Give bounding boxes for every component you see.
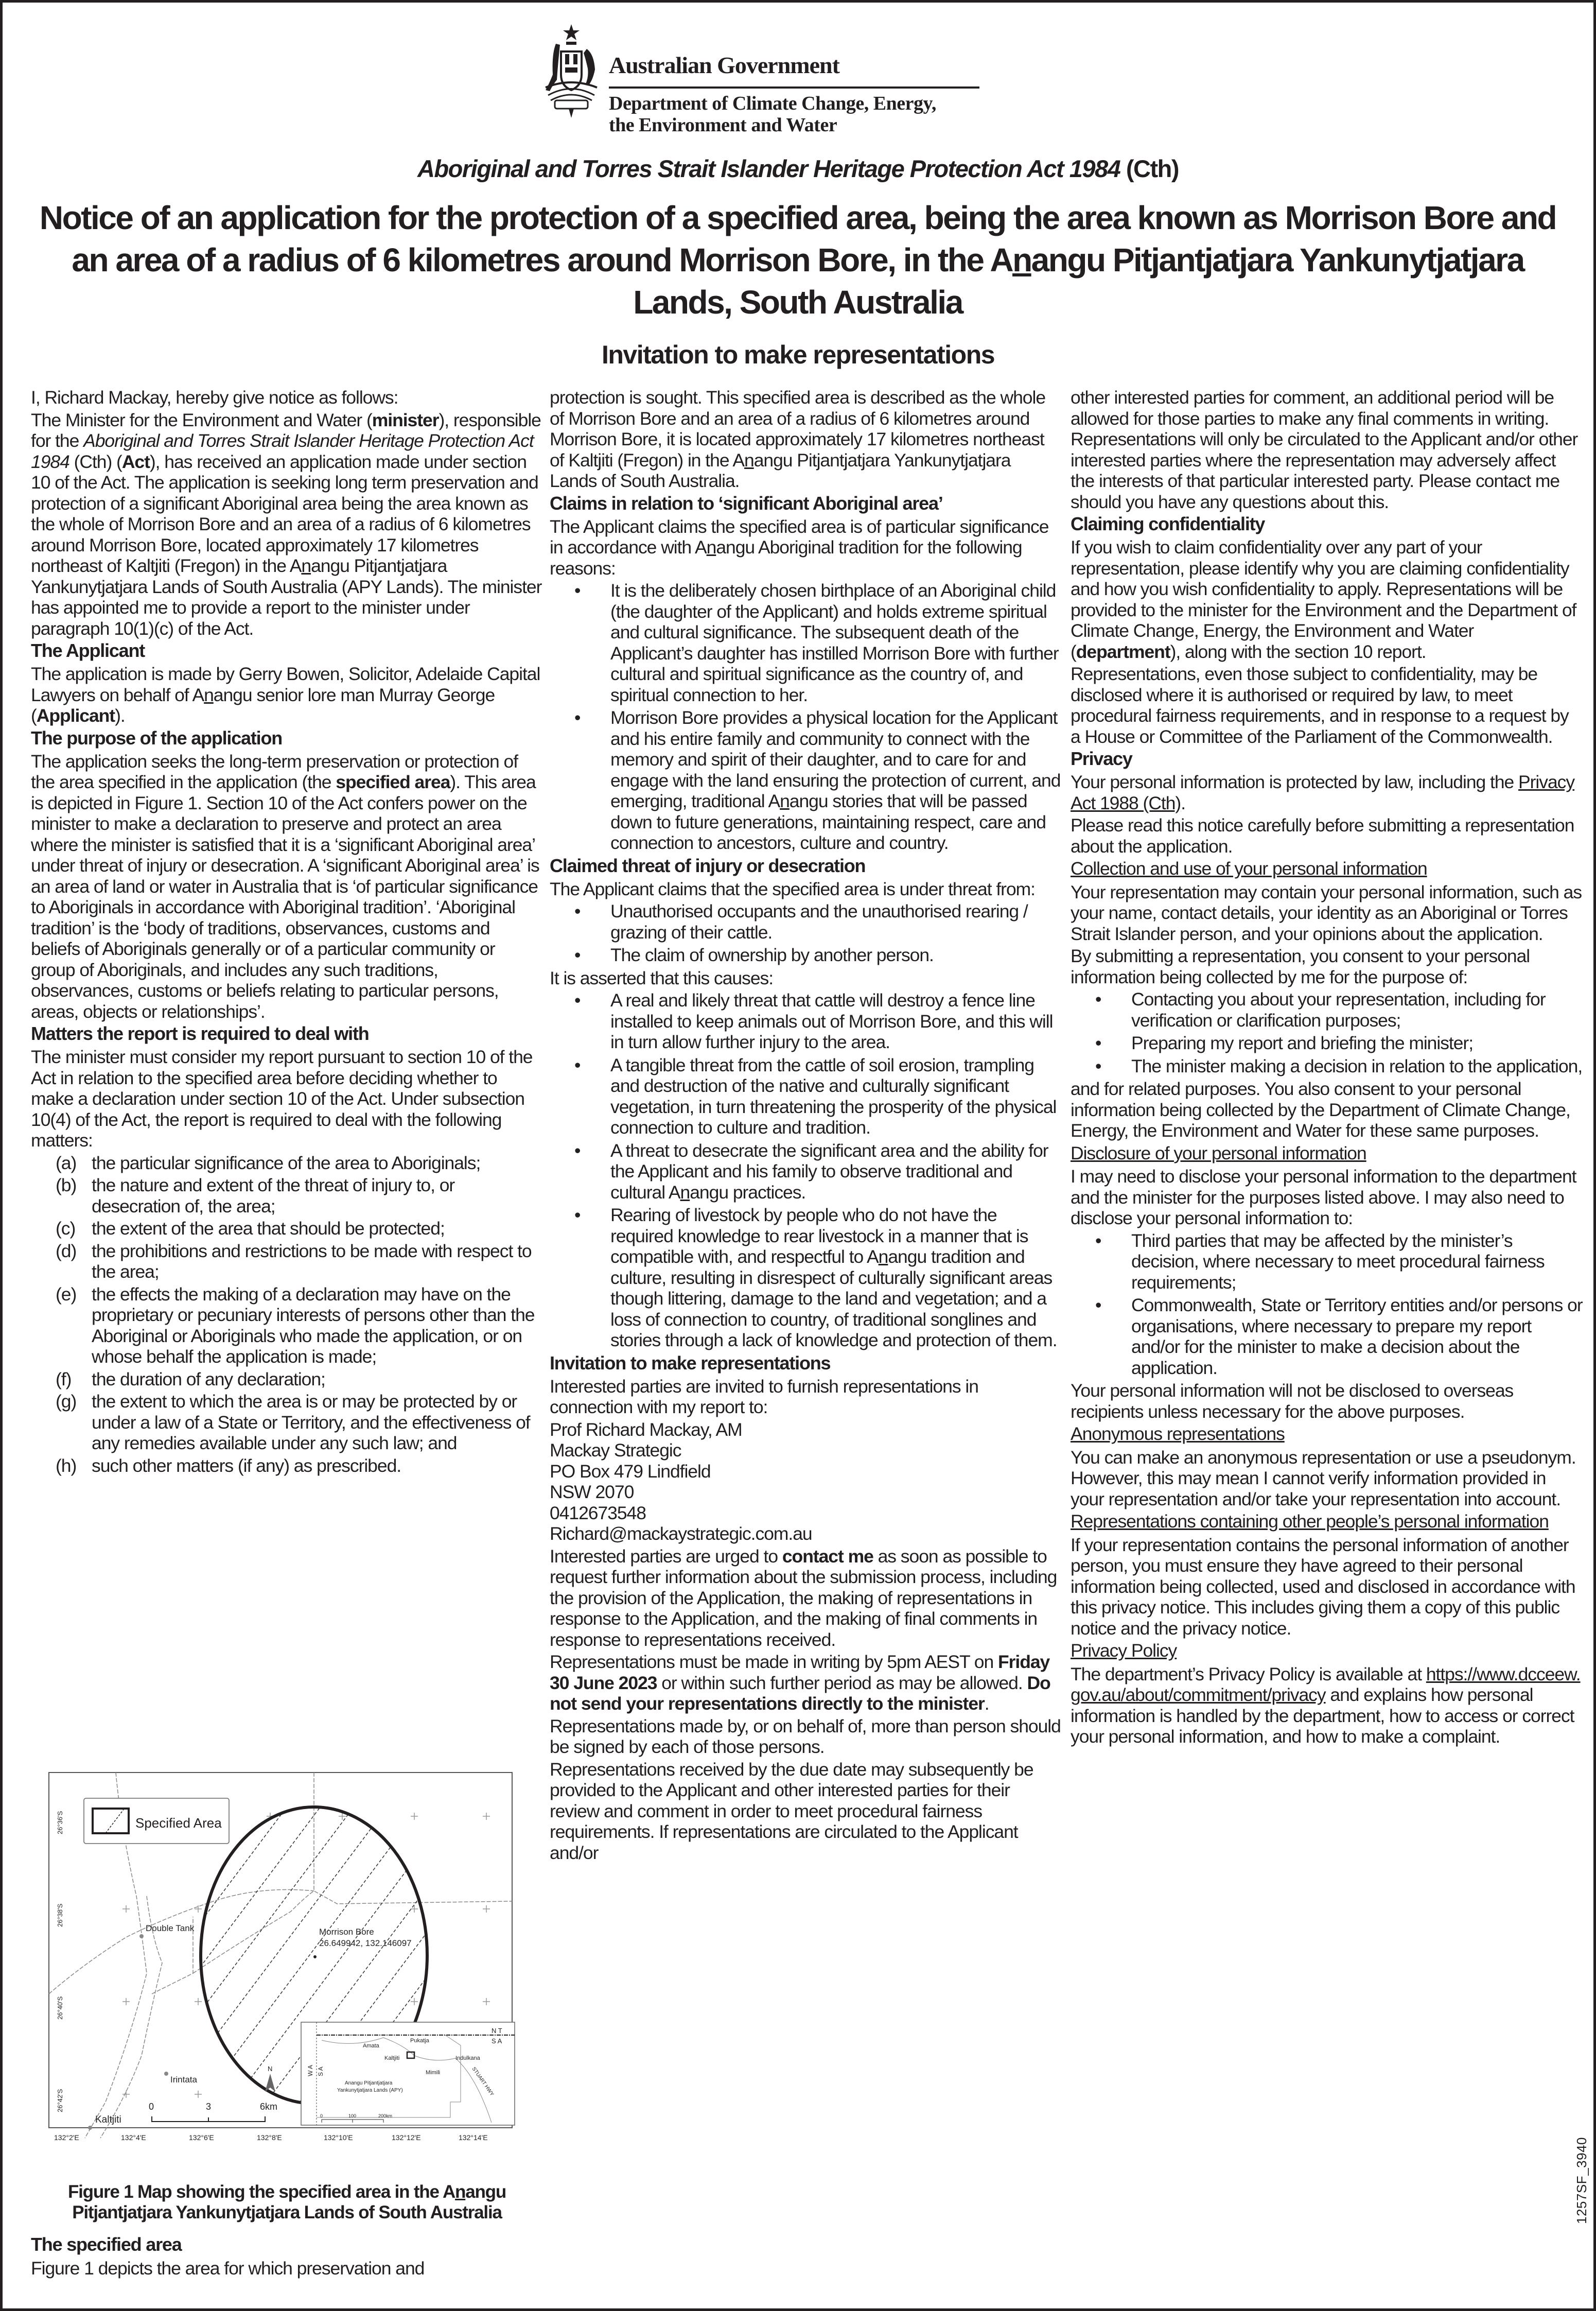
inset-label: Yankunytjatjara Lands (APY): [337, 2088, 403, 2093]
specified-area-text: Figure 1 depicts the area for which preservation and: [31, 2257, 425, 2279]
text: protection is sought. This specified area is described as the whole of Morrison Bore and an area of a radius of 6 kilometres around Morrison Bore, it is located approximately 17 kilometres northeast of Kaltjiti (Fregon) in the A: [550, 387, 1046, 471]
list-text: the duration of any declaration;: [92, 1368, 325, 1389]
section-heading-privacy: Privacy: [1071, 748, 1132, 769]
minister-paragraph: [31, 410, 543, 639]
text: n: [204, 684, 214, 705]
received-continued: other interested parties for comment, an additional period will be allowed for those parties to make any final comments in writing. Representations will only be circulated to the Applicant and/or other interested parties where the representation may adversely affect the interests of that particular interested party. Please contact me should you have any questions about this.: [1071, 387, 1578, 512]
contact-org: Mackay Strategic: [550, 1440, 681, 1461]
text: angu Pitjantjatjara Yankunytjatjara Lands of South Australia (APY Lands). The minister has appointed me to provide a report to the minister under paragraph 10(1)(c) of the Act.: [31, 555, 542, 639]
deadline-date: Friday 30 June 2023: [550, 1652, 1050, 1693]
section-heading-specified-area: The specified area: [31, 2234, 182, 2255]
section-heading-purpose: The purpose of the application: [31, 727, 283, 749]
claims-list: [550, 580, 1062, 854]
government-name: Australian Government: [609, 52, 839, 78]
list-item: [574, 707, 1062, 854]
scale-label: 3: [206, 2101, 212, 2112]
specified-area-section: [31, 2234, 543, 2279]
column-3: [1071, 387, 1583, 1749]
text: angu stories that will be passed down to future generations, maintaining respect, care and connection to ancestors, culture and country.: [610, 791, 1046, 853]
list-item: • The minister making a decision in relation to the application,: [1095, 1056, 1583, 1077]
lat-label: 26°42'S: [56, 2089, 64, 2112]
lon-label: 132°12'E: [392, 2133, 421, 2142]
defined-term: department: [1076, 641, 1170, 662]
text: ). This area is depicted in Figure 1. Section 10 of the Act confers power on the minister to make a declaration to preserve and protect an area where the minister is satisfied that it is a ‘significant Aboriginal area’ under threat of injury or desecration. A ‘significant Aboriginal area’ is an area of land or water in Australia that is ‘of particular significance to Aboriginals in accordance with Aboriginal tradition’. ‘Aboriginal tradition’ is the ‘body of traditions, observances, customs and beliefs of Aboriginals generally or of a particular community or group of Aboriginals, and includes any such traditions, observances, customs or beliefs relating to particular persons, areas, objects or relationships’.: [31, 772, 539, 1022]
map-figure: [44, 1767, 517, 2143]
header-divider: [609, 86, 979, 89]
text: If you wish to claim confidentiality over any part of your representation, please identify why you are claiming confidentiality and how you wish confidentiality to apply. Representations will be provided to the minister for the Environment and the Department of Climate Change, Energy, the Environment and Water (: [1071, 537, 1576, 662]
inset-label: W A: [307, 2064, 314, 2076]
privacy-policy-link[interactable]: https://www.dcceew.gov.au/about/commitment/privacy: [1071, 1663, 1581, 1705]
section-heading-invitation: Invitation to make representations: [550, 1352, 831, 1374]
consent-list: [1071, 989, 1583, 1076]
page-subtitle: Invitation to make representations: [601, 340, 995, 369]
text: angu tradition and culture, resulting in disrespect of culturally significant areas though littering, damage to the land and vegetation; and a loss of connection to country, of traditional songlines and stories through a lack of knowledge and protection of them.: [610, 1246, 1057, 1350]
text: angu Aboriginal tradition for the following reasons:: [550, 537, 1022, 579]
inset-label: Amata: [363, 2043, 379, 2049]
list-item: • Third parties that may be affected by the minister’s decision, where necessary to meet procedural fairness requirements;: [1095, 1230, 1583, 1293]
asserted-text: It is asserted that this causes:: [550, 967, 774, 988]
text: Your personal information is protected by law, including the: [1071, 772, 1519, 792]
lon-label: 132°10'E: [324, 2133, 353, 2142]
text: The Applicant claims the specified area is of particular significance in accordance with A: [550, 516, 1049, 558]
intro-text: I, Richard Mackay, hereby give notice as follows:: [31, 387, 398, 408]
privacy-policy-paragraph: [1071, 1664, 1583, 1747]
text: Figure 1 Map showing the specified area in the A: [67, 2182, 455, 2202]
map-label-double-tank: Double Tank: [146, 1923, 195, 1933]
text: n: [706, 537, 716, 558]
subheading-anonymous: Anonymous representations: [1071, 1423, 1285, 1444]
map-label-irintata: Irintata: [170, 2075, 197, 2084]
collection-paragraph: Your representation may contain your personal information, such as your name, contact details, your identity as an Aboriginal or Torres Strait Islander person, and your opinions about the application.: [1071, 881, 1582, 944]
list-item: • Unauthorised occupants and the unauthorised rearing / grazing of their cattle.: [574, 901, 1062, 943]
government-header: [535, 23, 1076, 136]
subheading-collection: Collection and use of your personal information: [1071, 858, 1427, 879]
contact-po-box: PO Box 479 Lindfield: [550, 1461, 711, 1482]
section-heading-claims: Claims in relation to ‘significant Aboriginal area’: [550, 492, 943, 514]
list-text: the nature and extent of the threat of injury to, or desecration of, the area;: [92, 1175, 455, 1217]
contact-email-link[interactable]: Richard@mackaystrategic.com.au: [550, 1523, 812, 1544]
overseas-paragraph: Your personal information will not be disclosed to overseas recipients unless necessary for the above purposes.: [1071, 1380, 1514, 1422]
map-label-morrison-bore: Morrison Bore: [319, 1927, 374, 1937]
text: The department’s Privacy Policy is available at: [1071, 1663, 1426, 1684]
specified-area-continued: [550, 387, 1062, 492]
irintata-marker: [164, 2072, 168, 2076]
list-marker: (f): [56, 1368, 72, 1389]
morrison-bore-marker: [313, 1955, 317, 1958]
list-item: [56, 1218, 543, 1239]
list-item: [56, 1153, 543, 1174]
list-item: [574, 990, 1062, 1053]
related-paragraph: and for related purposes. You also consent to your personal information being collected by the Department of Climate Change, Energy, the Environment and Water for these same purposes.: [1071, 1079, 1570, 1141]
list-text: the extent of the area that should be protected;: [92, 1218, 445, 1239]
lon-label: 132°14'E: [459, 2133, 488, 2142]
coat-of-arms-icon: [540, 23, 602, 121]
emphasis: contact me: [782, 1545, 873, 1567]
text: Interested parties are urged to: [550, 1545, 782, 1567]
text: Representations must be made in writing by 5pm AEST on: [550, 1652, 998, 1672]
threat-list: [550, 901, 1062, 966]
list-item: • Contacting you about your representation, including for verification or clarification purposes;: [1095, 989, 1583, 1031]
scale-label: 6km: [260, 2101, 278, 2112]
list-item: [574, 1205, 1062, 1351]
title-part: n: [1012, 241, 1031, 279]
text: n: [301, 555, 311, 576]
inset-scale-label: 200km: [378, 2113, 393, 2118]
privacy-read-paragraph: Please read this notice carefully before submitting a representation about the application.: [1071, 815, 1574, 857]
text: ), has received an application made under section 10 of the Act. The application is seeking long term preservation and protection of a significant Aboriginal area being the area known as the whole of Morrison Bore and an area of a radius of 6 kilometres around Morrison Bore, located approximately 17 kilometres northeast of Kaltjiti (Fregon) in the A: [31, 451, 538, 576]
section-heading-threat: Claimed threat of injury or desecration: [550, 855, 866, 876]
list-item: [56, 1391, 543, 1454]
text: angu Pitjantjatjara Yankunytjatjara Lands of South Australia.: [550, 449, 1011, 491]
kaltjiti-marker: [88, 2126, 92, 2130]
inset-scale-label: 0: [320, 2113, 323, 2118]
section-heading-matters: Matters the report is required to deal with: [31, 1023, 369, 1044]
consent-paragraph: By submitting a representation, you consent to your personal information being collected by me for the purpose of:: [1071, 946, 1530, 987]
list-item: [56, 1284, 543, 1367]
urge-paragraph: [550, 1546, 1062, 1650]
page-title: [36, 197, 1559, 323]
contact-name: Prof Richard Mackay, AM: [550, 1419, 742, 1440]
title-part: angu Pitjantjatjara Yankunytjatjara Lands, South Australia: [633, 241, 1524, 321]
inset-label: Pukatja: [410, 2038, 429, 2044]
list-marker: (g): [56, 1391, 77, 1412]
legend-swatch: [93, 1809, 129, 1833]
defined-term: minister: [372, 409, 439, 430]
inset-label: Kaltjiti: [384, 2055, 400, 2061]
list-text: the particular significance of the area to Aboriginals;: [92, 1152, 481, 1173]
department-name: [609, 93, 936, 136]
disclosure-list: [1071, 1230, 1583, 1379]
disclosure-paragraph: I may need to disclose your personal information to the department and the minister for the purposes listed above. I may also need to disclose your personal information to:: [1071, 1166, 1576, 1228]
figure-caption: [31, 2182, 543, 2223]
text: The application seeks the long-term preservation or protection of the area specified in the application (the: [31, 751, 518, 792]
map-label-kaltjiti: Kaltjiti: [95, 2114, 121, 2125]
list-text: the extent to which the area is or may be protected by or under a law of a State or Territory, and the effectiveness of any remedies available under any such law; and: [92, 1391, 530, 1453]
list-item: • Commonwealth, State or Territory entities and/or persons or organisations, where necessary to prepare my report and/or for the minister to make a decision about the application.: [1095, 1295, 1583, 1378]
department-line-1: Department of Climate Change, Energy,: [609, 93, 936, 114]
double-tank-marker: [139, 1934, 144, 1938]
column-2: [550, 387, 1062, 1865]
list-item: [56, 1369, 543, 1390]
threat-paragraph: The Applicant claims that the specified area is under threat from:: [550, 878, 1035, 899]
list-item: [56, 1455, 543, 1476]
list-marker: (c): [56, 1218, 76, 1239]
text: n: [680, 1181, 690, 1203]
privacy-act-link[interactable]: Privacy Act 1988 (Cth): [1071, 772, 1575, 813]
inset-label: Anangu Pitjantjatjara: [345, 2080, 393, 2086]
applicant-paragraph: [31, 664, 543, 726]
legend-label: Specified Area: [135, 1815, 222, 1831]
text: and explains how personal information is handled by the department, how to access or correct your personal information, and how to make a complaint.: [1071, 1684, 1574, 1747]
others-info-paragraph: If your representation contains the personal information of another person, you must ensure they have agreed to their personal information being collected, used and disclosed in accordance with this privacy notice. This includes giving them a copy of this public notice and the privacy notice.: [1071, 1534, 1575, 1639]
list-text: the effects the making of a declaration may have on the proprietary or pecuniary interests of persons other than the Aboriginal or Aboriginals who made the application, or on whose behalf the application is made;: [92, 1283, 535, 1367]
lat-label: 26°38'S: [56, 1903, 64, 1927]
lat-label: 26°40'S: [56, 1996, 64, 2020]
text: ), along with the section 10 report.: [1170, 641, 1426, 662]
section-heading-applicant: The Applicant: [31, 640, 145, 661]
deadline-paragraph: [550, 1652, 1062, 1714]
text: Rearing of livestock by people who do not have the required knowledge to rear livestock in a manner that is compatible with, and respectful to A: [610, 1205, 1028, 1267]
contact-state-postcode: NSW 2070: [550, 1482, 634, 1502]
lat-label: 26°36'S: [56, 1811, 64, 1834]
list-marker: (b): [56, 1175, 77, 1195]
list-marker: (d): [56, 1240, 77, 1261]
list-item: [56, 1241, 543, 1282]
text: .: [984, 1693, 989, 1714]
act-jurisdiction: (Cth): [1120, 155, 1179, 182]
privacy-paragraph: [1071, 772, 1583, 813]
signed-paragraph: Representations made by, or on behalf of, more than person should be signed by each of those persons.: [550, 1715, 1061, 1757]
text: as soon as possible to request further information about the submission process, including the provision of the Application, the making of representations in response to the Application, and the making of final comments in response to representations received.: [550, 1545, 1057, 1650]
text: angu senior lore man Murray George (: [31, 684, 495, 726]
text: angu practices.: [690, 1181, 806, 1203]
department-line-2: the Environment and Water: [609, 114, 837, 136]
text: Morrison Bore provides a physical location for the Applicant and his entire family and community to connect with the memory and spirit of their daughter, and to care for and engage with the land ensuring the protection of current, and emerging, traditional A: [610, 707, 1061, 811]
list-marker: (h): [56, 1455, 77, 1476]
list-text: the prohibitions and restrictions to be made with respect to the area;: [92, 1240, 532, 1282]
list-item: • The claim of ownership by another person.: [574, 945, 1062, 966]
subheading-disclosure: Disclosure of your personal information: [1071, 1142, 1366, 1163]
text: n: [455, 2182, 466, 2202]
defined-term: Applicant: [36, 705, 115, 726]
purpose-paragraph: [31, 751, 543, 1022]
text: ), responsible for the: [31, 409, 541, 451]
text: n: [744, 449, 754, 471]
causes-list: [550, 990, 1062, 1351]
text: The application is made by Gerry Bowen, Solicitor, Adelaide Capital Lawyers on behalf of A: [31, 664, 540, 705]
lon-label: 132°4'E: [121, 2133, 146, 2142]
anonymous-paragraph: You can make an anonymous representation or use a pseudonym. However, this may mean I cannot verify information provided in your representation and/or take your representation into account.: [1071, 1447, 1576, 1509]
inset-map: [301, 2022, 515, 2125]
subheading-others-info: Representations containing other people’s personal information: [1071, 1511, 1549, 1532]
text: .: [1181, 792, 1186, 813]
text: ).: [115, 705, 125, 726]
list-item: [574, 1140, 1062, 1203]
scale-label: 0: [149, 2101, 154, 2112]
section-heading-confidentiality: Claiming confidentiality: [1071, 513, 1265, 534]
inset-label: N T: [492, 2027, 502, 2035]
text: n: [878, 1246, 888, 1267]
confidentiality-paragraph-2: Representations, even those subject to confidentiality, may be disclosed where it is authorised or required by law, to meet procedural fairness requirements, and in response to a request by a House or Committee of the Parliament of the Commonwealth.: [1071, 664, 1569, 747]
subheading-privacy-policy: Privacy Policy: [1071, 1640, 1177, 1661]
text: angu Pitjantjatjara Yankunytjatjara Lands of South Australia: [72, 2182, 506, 2222]
act-title: [0, 154, 1596, 183]
contact-phone[interactable]: 0412673548: [550, 1502, 646, 1523]
north-label: N: [268, 2065, 273, 2073]
list-item: • Preparing my report and briefing the minister;: [1095, 1033, 1583, 1054]
contact-address: [550, 1419, 1062, 1544]
text: The Minister for the Environment and Water (: [31, 409, 372, 430]
defined-term: specified area: [336, 772, 450, 792]
lon-label: 132°6'E: [189, 2133, 214, 2142]
list-item: [56, 1175, 543, 1217]
lon-label: 132°8'E: [257, 2133, 282, 2142]
text: n: [780, 791, 790, 811]
list-item: [574, 1055, 1062, 1138]
lon-label: 132°2'E: [54, 2133, 79, 2142]
text: A real and likely threat that cattle will destroy a fence line installed to keep animals out of Morrison Bore, and this will in turn allow further injury to the area.: [610, 990, 1053, 1052]
list-marker: (a): [56, 1152, 77, 1173]
document-code: 1257SF_3940: [1574, 2137, 1589, 2224]
inset-label: Mimili: [426, 2070, 441, 2076]
text: or within such further period as may be allowed.: [657, 1672, 1027, 1693]
text: It is the deliberately chosen birthplace of an Aboriginal child (the daughter of the Applicant) and holds extreme spiritual and cultural significance. The subsequent death of the Applicant’s daughter has instilled Morrison Bore with further cultural and spiritual significance as the country of, and spiritual connection to her.: [610, 580, 1059, 705]
text: A threat to desecrate the significant area and the ability for the Applicant and his family to observe traditional and cultural A: [610, 1140, 1048, 1203]
matters-list: [31, 1153, 543, 1476]
title-part: Notice of an application for the protection of a specified area, being the area known as Morrison Bore and an area of a radius of 6 kilometres around Morrison Bore, in the A: [39, 199, 1556, 279]
claims-paragraph: [550, 516, 1062, 579]
text: (Cth) (: [69, 451, 122, 472]
longitude-labels: [54, 2133, 488, 2142]
emphasis: Do not send your representations directly to the minister: [550, 1672, 1050, 1714]
text: A tangible threat from the cattle of soil erosion, trampling and destruction of the native and culturally significant vegetation, in turn threatening the prosperity of the physical connection to culture and tradition.: [610, 1054, 1057, 1138]
list-marker: (e): [56, 1283, 77, 1305]
inset-label: S A: [317, 2066, 324, 2076]
inset-label: STUART HWY: [470, 2066, 495, 2097]
column-1: [31, 387, 543, 1478]
received-paragraph: Representations received by the due date may subsequently be provided to the Applicant and other interested parties for their review and comment in order to meet procedural fairness requirements. If representations are circulated to the Applicant and/or: [550, 1759, 1033, 1863]
inset-label: Indulkana: [455, 2055, 480, 2061]
invitation-paragraph: Interested parties are invited to furnish representations in connection with my report to:: [550, 1376, 978, 1417]
act-reference: Aboriginal and Torres Strait Islander Heritage Protection Act 1984: [31, 430, 534, 472]
defined-term: Act: [121, 451, 150, 472]
inset-label: S A: [492, 2037, 502, 2045]
confidentiality-paragraph: [1071, 537, 1583, 662]
list-item: [574, 580, 1062, 705]
map-label-coordinates: 26.649942, 132.146097: [319, 1938, 412, 1948]
matters-paragraph: The minister must consider my report pursuant to section 10 of the Act in relation to the specified area before deciding whether to make a declaration under section 10 of the Act. Under subsection 10(4) of the Act, the report is required to deal with the following matters:: [31, 1047, 533, 1151]
act-name: Aboriginal and Torres Strait Islander Heritage Protection Act 1984: [417, 155, 1120, 182]
list-text: such other matters (if any) as prescribed.: [92, 1455, 401, 1476]
inset-scale-label: 100: [348, 2113, 357, 2118]
